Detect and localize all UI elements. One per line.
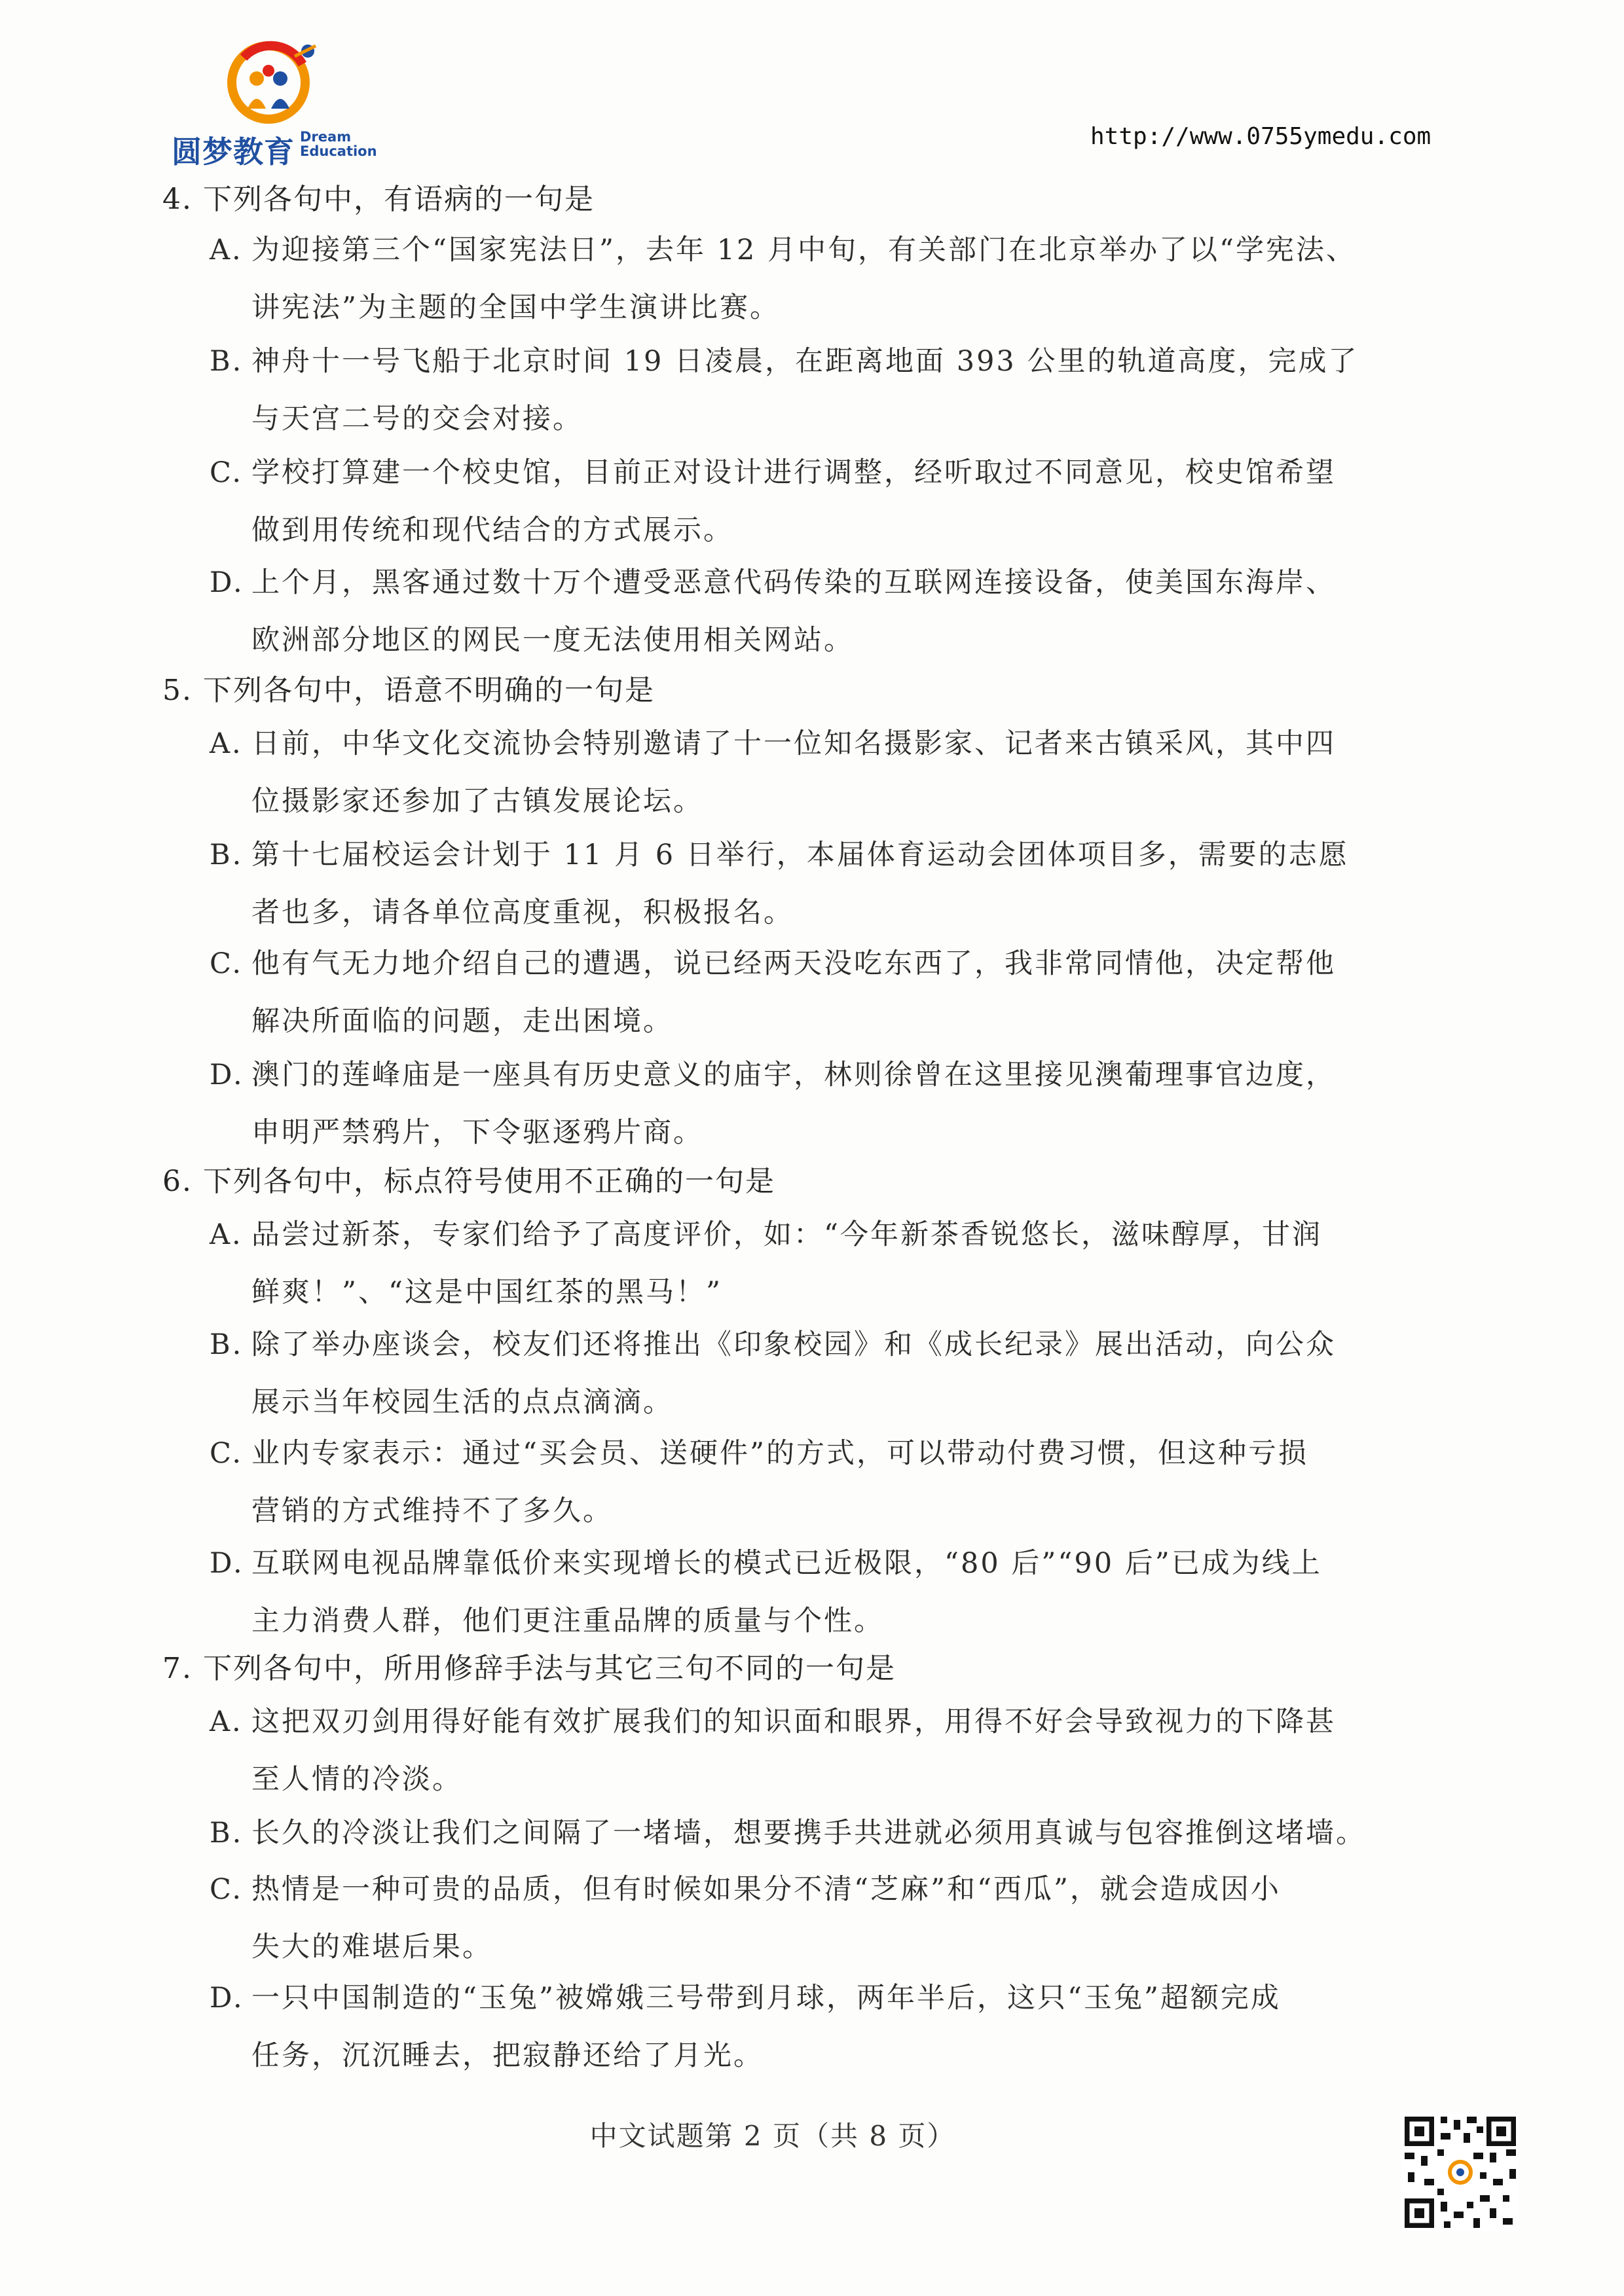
option-text-line1: 品尝过新茶，专家们给予了高度评价，如：“今年新茶香锐悠长，滋味醇厚，甘润 bbox=[251, 1218, 1322, 1251]
option-text-line2: 鲜爽！”、“这是中国红茶的黑马！” bbox=[251, 1276, 722, 1309]
option-text-line1: 第十七届校运会计划于 11 月 6 日举行，本届体育运动会团体项目多，需要的志愿 bbox=[251, 839, 1349, 871]
site-url-link[interactable]: http://www.0755ymedu.com bbox=[1090, 123, 1431, 150]
option-c bbox=[210, 444, 1401, 559]
option-text-line1: 日前，中华文化交流协会特别邀请了十一位知名摄影家、记者来古镇采风，其中四 bbox=[251, 727, 1336, 760]
option-text-line1: 互联网电视品牌靠低价来实现增长的模式已近极限，“80 后”“90 后”已成为线上 bbox=[251, 1547, 1322, 1580]
option-a bbox=[210, 1206, 1401, 1321]
logo-name-en bbox=[300, 130, 385, 158]
option-text-line1: 一只中国制造的“玉兔”被嫦娥三号带到月球，两年半后，这只“玉兔”超额完成 bbox=[251, 1982, 1281, 2014]
option-letter: B. bbox=[210, 1328, 244, 1361]
brand-logo[interactable] bbox=[172, 31, 381, 170]
option-letter: A. bbox=[210, 1218, 243, 1251]
option-b bbox=[210, 1316, 1401, 1431]
option-text-line2: 申明严禁鸦片，下令驱逐鸦片商。 bbox=[251, 1116, 703, 1149]
logo-name-cn: 圆梦教育 bbox=[172, 134, 295, 170]
logo-name-en-line1: Dream bbox=[300, 129, 352, 145]
option-d bbox=[210, 1969, 1401, 2085]
option-text-line1: 他有气无力地介绍自己的遭遇，说已经两天没吃东西了，我非常同情他，决定帮他 bbox=[251, 947, 1336, 980]
option-a bbox=[210, 1693, 1401, 1808]
option-text-line2: 失大的难堪后果。 bbox=[251, 1931, 492, 1963]
option-b bbox=[210, 1804, 1401, 1862]
option-text-line1: 为迎接第三个“国家宪法日”，去年 12 月中旬，有关部门在北京举办了以“学宪法、 bbox=[251, 234, 1357, 266]
option-text-line2: 做到用传统和现代结合的方式展示。 bbox=[251, 514, 733, 547]
option-c bbox=[210, 1425, 1401, 1540]
option-b bbox=[210, 826, 1401, 941]
option-text-line1: 上个月，黑客通过数十万个遭受恶意代码传染的互联网连接设备，使美国东海岸、 bbox=[251, 566, 1336, 599]
option-letter: C. bbox=[210, 1437, 244, 1470]
option-text-line1: 除了举办座谈会，校友们还将推出《印象校园》和《成长纪录》展出活动，向公众 bbox=[251, 1328, 1336, 1361]
option-text-line2: 解决所面临的问题，走出困境。 bbox=[251, 1005, 673, 1038]
option-d bbox=[210, 1046, 1401, 1161]
page-footer bbox=[0, 2115, 1624, 2154]
option-text-line2: 任务，沉沉睡去，把寂静还给了月光。 bbox=[251, 2039, 764, 2072]
option-text-line2: 讲宪法”为主题的全国中学生演讲比赛。 bbox=[251, 291, 780, 324]
option-a bbox=[210, 715, 1401, 830]
option-letter: A. bbox=[210, 234, 243, 266]
option-c bbox=[210, 1861, 1401, 1976]
option-text-line2: 欧洲部分地区的网民一度无法使用相关网站。 bbox=[251, 624, 854, 657]
dream-education-emblem-icon bbox=[217, 31, 322, 130]
option-letter: D. bbox=[210, 1059, 244, 1091]
option-b bbox=[210, 333, 1401, 448]
option-letter: B. bbox=[210, 1817, 244, 1850]
option-text-line1: 学校打算建一个校史馆，目前正对设计进行调整，经听取过不同意见，校史馆希望 bbox=[251, 456, 1336, 489]
option-text-line1: 澳门的莲峰庙是一座具有历史意义的庙宇，林则徐曾在这里接见澳葡理事官边度， bbox=[251, 1059, 1336, 1091]
option-text-line2: 至人情的冷淡。 bbox=[251, 1763, 462, 1796]
option-a bbox=[210, 221, 1401, 337]
question-stem: 6. 下列各句中，标点符号使用不正确的一句是 bbox=[162, 1165, 775, 1198]
option-letter: B. bbox=[210, 345, 244, 378]
option-text-line2: 者也多，请各单位高度重视，积极报名。 bbox=[251, 896, 794, 929]
option-letter: D. bbox=[210, 566, 244, 599]
option-d bbox=[210, 554, 1401, 669]
option-text-line2: 与天宫二号的交会对接。 bbox=[251, 403, 583, 435]
option-text-line2: 主力消费人群，他们更注重品牌的质量与个性。 bbox=[251, 1605, 884, 1637]
option-letter: A. bbox=[210, 1705, 243, 1738]
page-number-label: 中文试题第 2 页（共 8 页） bbox=[589, 2120, 956, 2152]
option-letter: B. bbox=[210, 839, 244, 871]
option-c bbox=[210, 935, 1401, 1050]
qr-code[interactable] bbox=[1401, 2113, 1519, 2231]
option-letter: C. bbox=[210, 947, 244, 980]
option-text-line2: 位摄影家还参加了古镇发展论坛。 bbox=[251, 785, 703, 818]
option-text-line1: 热情是一种可贵的品质，但有时候如果分不清“芝麻”和“西瓜”，就会造成因小 bbox=[251, 1873, 1281, 1906]
question-stem: 4. 下列各句中，有语病的一句是 bbox=[162, 183, 595, 216]
option-letter: A. bbox=[210, 727, 243, 760]
option-letter: D. bbox=[210, 1547, 244, 1580]
option-letter: C. bbox=[210, 456, 244, 489]
question-stem: 7. 下列各句中，所用修辞手法与其它三句不同的一句是 bbox=[162, 1652, 896, 1685]
option-text-line1: 业内专家表示：通过“买会员、送硬件”的方式，可以带动付费习惯，但这种亏损 bbox=[251, 1437, 1308, 1470]
option-text-line1: 这把双刃剑用得好能有效扩展我们的知识面和眼界，用得不好会导致视力的下降甚 bbox=[251, 1705, 1336, 1738]
option-text-line1: 长久的冷淡让我们之间隔了一堵墙，想要携手共进就必须用真诚与包容推倒这堵墙。 bbox=[251, 1817, 1366, 1850]
question-stem: 5. 下列各句中，语意不明确的一句是 bbox=[162, 674, 655, 707]
logo-name-en-line2: Education bbox=[300, 143, 377, 159]
option-text-line2: 营销的方式维持不了多久。 bbox=[251, 1495, 613, 1527]
option-d bbox=[210, 1535, 1401, 1650]
option-letter: D. bbox=[210, 1982, 244, 2014]
option-letter: C. bbox=[210, 1873, 244, 1906]
option-text-line1: 神舟十一号飞船于北京时间 19 日凌晨，在距离地面 393 公里的轨道高度，完成了 bbox=[251, 345, 1359, 378]
qr-code-icon bbox=[1401, 2113, 1519, 2231]
option-text-line2: 展示当年校园生活的点点滴滴。 bbox=[251, 1386, 673, 1419]
